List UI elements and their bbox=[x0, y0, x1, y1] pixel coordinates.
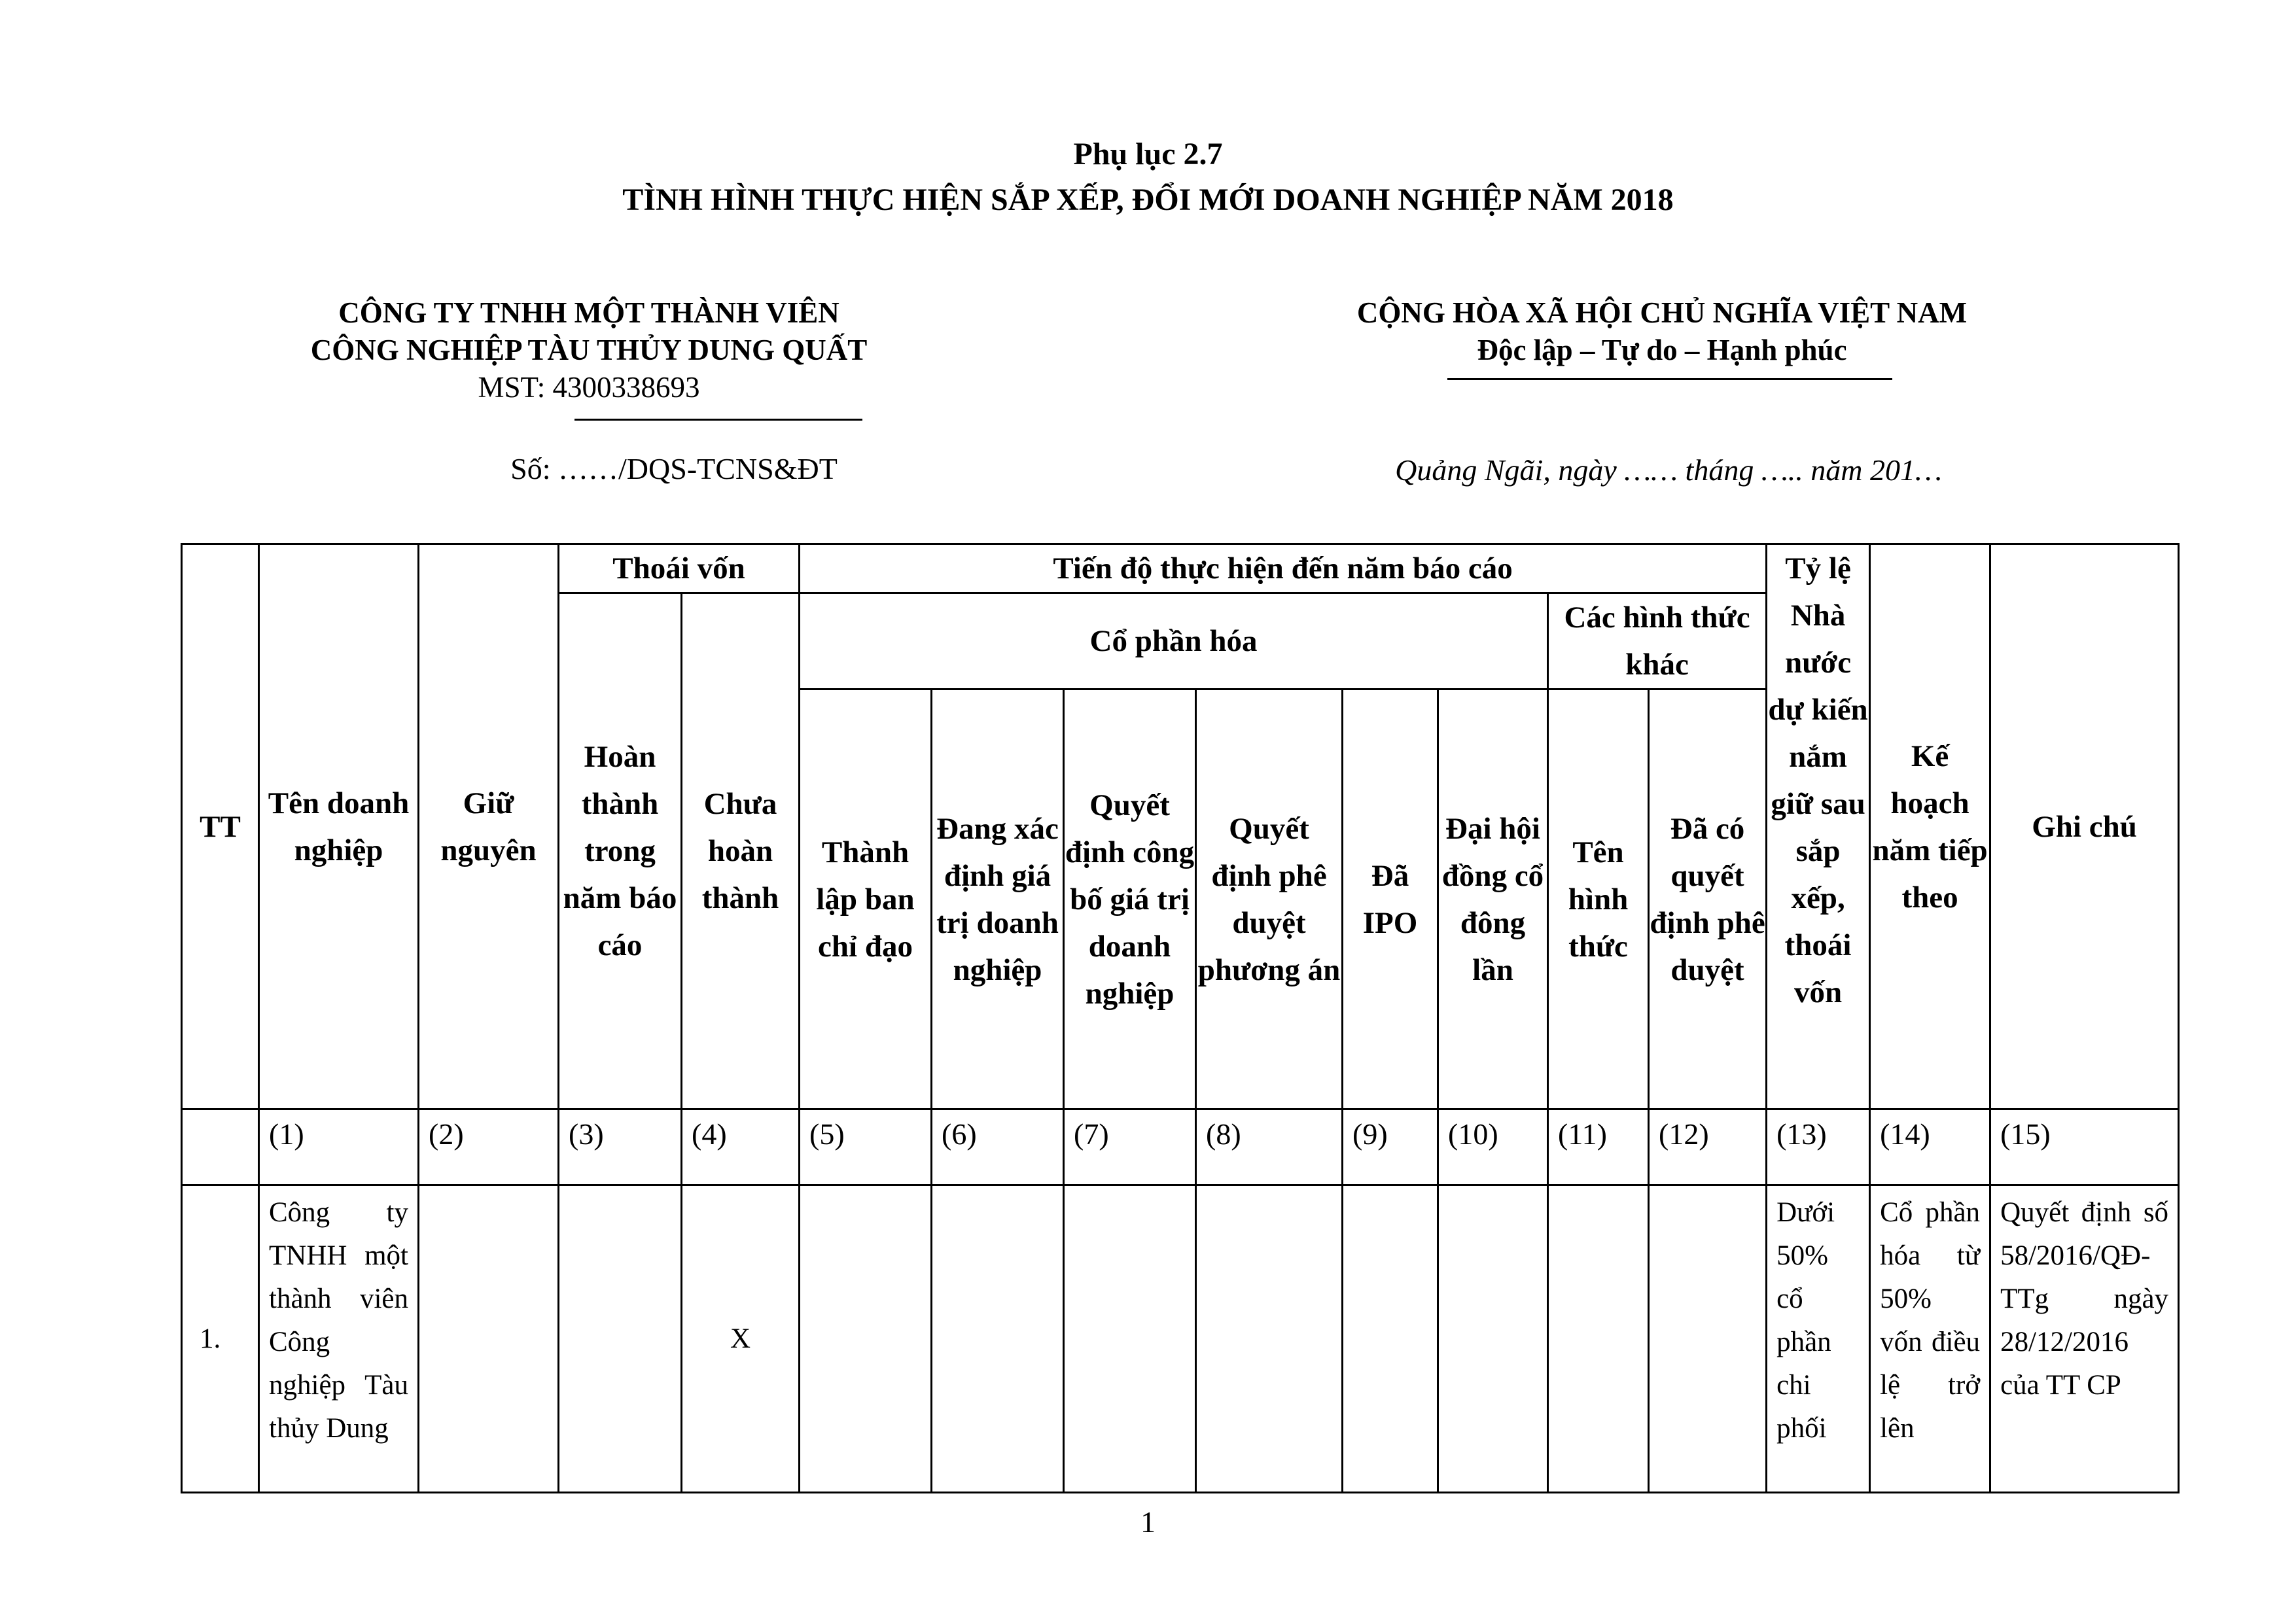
company-header bbox=[262, 294, 916, 406]
header-tt: TT bbox=[182, 544, 259, 1109]
header-steering: Thành lập ban chỉ đạo bbox=[800, 689, 932, 1109]
column-number-row bbox=[182, 1109, 2179, 1185]
page-number: 1 bbox=[1140, 1505, 1156, 1539]
document-number: Số: ……/DQS-TCNS&ĐT bbox=[510, 452, 838, 485]
column-number: (10) bbox=[1438, 1109, 1548, 1185]
row-tt: 1. bbox=[182, 1185, 259, 1493]
column-number: (1) bbox=[259, 1109, 419, 1185]
header-announce: Quyết định công bố giá trị doanh nghiệp bbox=[1064, 689, 1196, 1109]
row-note: Quyết định số 58/2016/QĐ-TTg ngày 28/12/2016 của TT CP bbox=[1990, 1185, 2179, 1493]
company-underline bbox=[574, 419, 862, 421]
column-number: (12) bbox=[1649, 1109, 1767, 1185]
row-steering bbox=[800, 1185, 932, 1493]
republic-name: CỘNG HÒA XÃ HỘI CHỦ NGHĨA VIỆT NAM bbox=[1356, 296, 1968, 329]
republic-header bbox=[1230, 294, 2094, 369]
header-note: Ghi chú bbox=[1990, 544, 2179, 1109]
column-number: (13) bbox=[1767, 1109, 1870, 1185]
document-title: TÌNH HÌNH THỰC HIỆN SẮP XẾP, ĐỔI MỚI DOANH NGHIỆP NĂM 2018 bbox=[622, 183, 1674, 217]
header-form-approved: Đã có quyết định phê duyệt bbox=[1649, 689, 1767, 1109]
column-number: (5) bbox=[800, 1109, 932, 1185]
company-name-line1: CÔNG TY TNHH MỘT THÀNH VIÊN bbox=[338, 296, 839, 329]
row-divest-done bbox=[559, 1185, 682, 1493]
row-keep bbox=[419, 1185, 559, 1493]
row-state-ratio: Dưới 50% cổ phần chi phối bbox=[1767, 1185, 1870, 1493]
column-number: (7) bbox=[1064, 1109, 1196, 1185]
header-divest-pending: Chưa hoàn thành bbox=[682, 593, 800, 1109]
header-next-plan: Kế hoạch năm tiếp theo bbox=[1870, 544, 1990, 1109]
header-valuing: Đang xác định giá trị doanh nghiệp bbox=[932, 689, 1064, 1109]
header-ipo: Đã IPO bbox=[1343, 689, 1438, 1109]
row-next-plan: Cổ phần hóa từ 50% vốn điều lệ trở lên bbox=[1870, 1185, 1990, 1493]
header-agm: Đại hội đồng cổ đông lần bbox=[1438, 689, 1548, 1109]
appendix-label: Phụ lục 2.7 bbox=[1073, 137, 1223, 171]
row-announce bbox=[1064, 1185, 1196, 1493]
company-tax-id: MST: 4300338693 bbox=[478, 371, 700, 404]
column-number: (4) bbox=[682, 1109, 800, 1185]
row-divest-pending: X bbox=[682, 1185, 800, 1493]
row-ipo bbox=[1343, 1185, 1438, 1493]
place-and-date: Quảng Ngãi, ngày …… tháng ….. năm 201… bbox=[1395, 453, 1942, 487]
column-number-blank bbox=[182, 1109, 259, 1185]
row-form-name bbox=[1548, 1185, 1649, 1493]
header-form-name: Tên hình thức bbox=[1548, 689, 1649, 1109]
company-name-line2: CÔNG NGHIỆP TÀU THỦY DUNG QUẤT bbox=[310, 334, 868, 366]
column-number: (15) bbox=[1990, 1109, 2179, 1185]
header-divest-group: Thoái vốn bbox=[559, 544, 800, 593]
column-number: (8) bbox=[1196, 1109, 1343, 1185]
header-progress-group: Tiến độ thực hiện đến năm báo cáo bbox=[800, 544, 1767, 593]
row-approve-plan bbox=[1196, 1185, 1343, 1493]
column-number: (6) bbox=[932, 1109, 1064, 1185]
header-state-ratio: Tỷ lệ Nhà nước dự kiến nắm giữ sau sắp xếp, thoái vốn bbox=[1767, 544, 1870, 1109]
row-agm bbox=[1438, 1185, 1548, 1493]
header-company-name: Tên doanh nghiệp bbox=[259, 544, 419, 1109]
row-form-approved bbox=[1649, 1185, 1767, 1493]
column-number: (2) bbox=[419, 1109, 559, 1185]
column-number: (9) bbox=[1343, 1109, 1438, 1185]
header-keep: Giữ nguyên bbox=[419, 544, 559, 1109]
motto-underline bbox=[1447, 378, 1892, 380]
header-other-forms-group: Các hình thức khác bbox=[1548, 593, 1767, 689]
row-company-name: Công ty TNHH một thành viên Công nghiệp Tàu thủy Dung bbox=[259, 1185, 419, 1493]
column-number: (14) bbox=[1870, 1109, 1990, 1185]
header-equitize-group: Cổ phần hóa bbox=[800, 593, 1548, 689]
header-approve-plan: Quyết định phê duyệt phương án bbox=[1196, 689, 1343, 1109]
table-row bbox=[182, 1185, 2179, 1493]
republic-motto: Độc lập – Tự do – Hạnh phúc bbox=[1477, 334, 1847, 366]
column-number: (3) bbox=[559, 1109, 682, 1185]
row-valuing bbox=[932, 1185, 1064, 1493]
column-number: (11) bbox=[1548, 1109, 1649, 1185]
header-divest-done: Hoàn thành trong năm báo cáo bbox=[559, 593, 682, 1109]
report-table bbox=[181, 543, 2180, 1493]
